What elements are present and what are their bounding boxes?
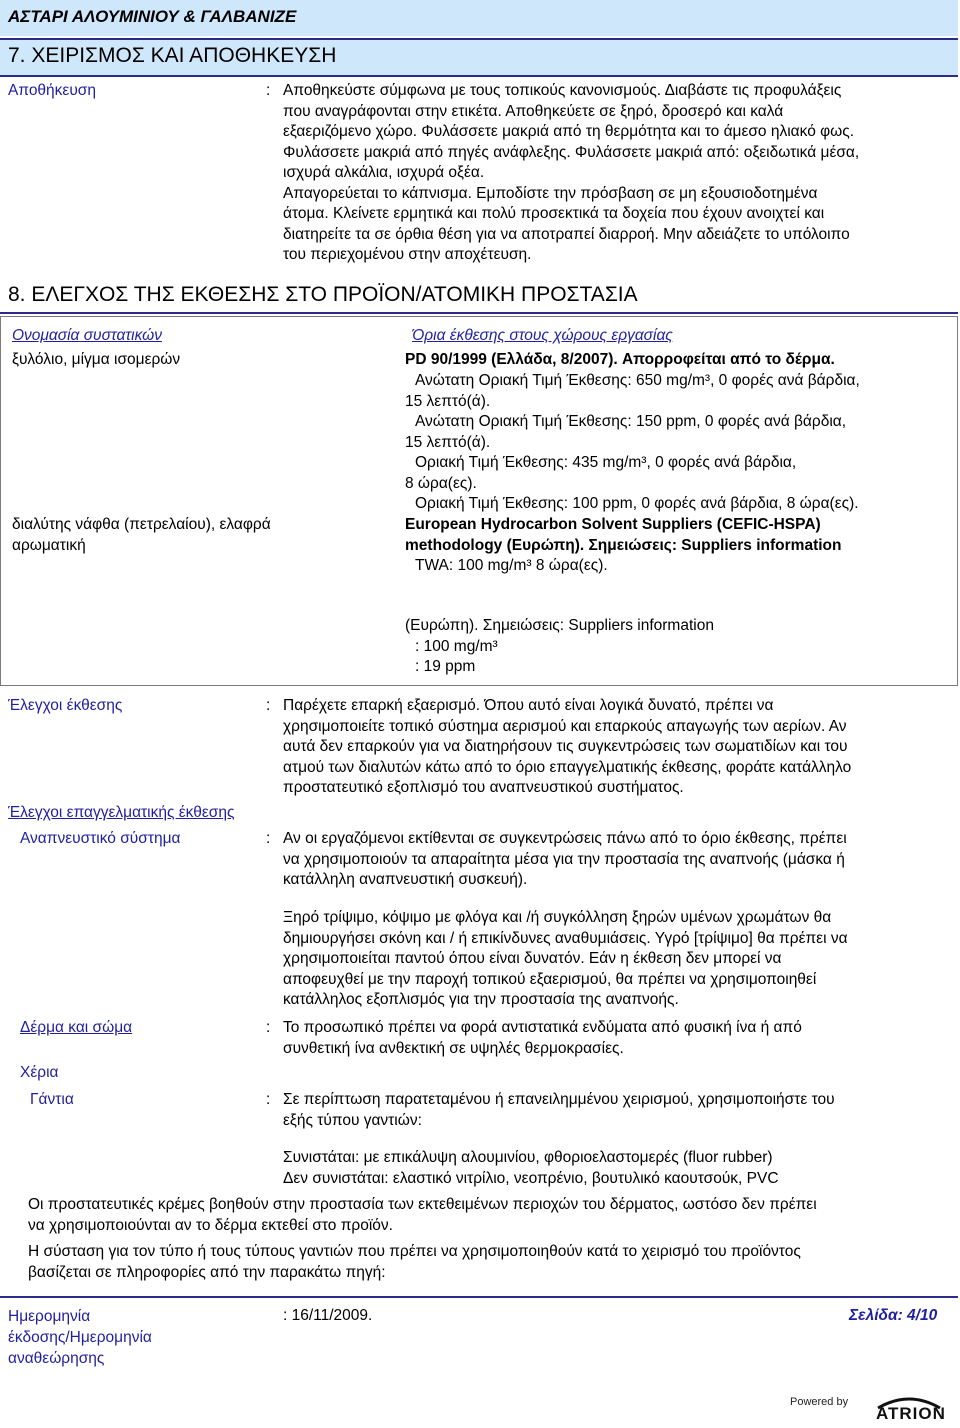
storage-line: που αναγράφονται στην ετικέτα. Αποθηκεύετε σε ξηρό, δροσερό και καλά — [283, 102, 784, 120]
section-8-title: 8. ΕΛΕΓΧΟΣ ΤΗΣ ΕΚΘΕΣΗΣ ΣΤΟ ΠΡΟΪΟΝ/ΑΤΟΜΙΚΗ ΠΡΟΣΤΑΣΙΑ — [8, 283, 638, 306]
text-line: προστατευτικό εξοπλισμό του αναπνευστικού συστήματος. — [283, 779, 684, 796]
storage-line: διατηρείτε τα σε όρθια θέση για να αποτραπεί διαρροή. Μην αδειάζετε το υπόλοιπο — [283, 225, 850, 243]
gloves-not-recommended: Δεν συνιστάται: ελαστικό νιτρίλιο, νεοπρένιο, βουτυλικό καουτσούκ, PVC — [283, 1169, 779, 1187]
exposure-controls-text — [283, 696, 943, 799]
limit-line: Ανώτατη Οριακή Τιμή Έκθεσης: 650 mg/m³, 0 φορές ανά βάρδια, — [415, 372, 860, 389]
text-line: Ξηρό τρίψιμο, κόψιμο με φλόγα και /ή συγκόλληση ξηρών υμένων χρωμάτων θα — [283, 909, 832, 926]
glove-recommendation-paragraph — [28, 1242, 948, 1283]
xylene-limits — [405, 371, 945, 515]
storage-line: του περιεχομένου στην αποχέτευση. — [283, 246, 532, 263]
gloves-recommended: Συνιστάται: με επικάλυψη αλουμινίου, φθοριοελαστομερές (fluor rubber) — [283, 1149, 773, 1166]
text-line: αποφευχθεί με την παροχή τοπικού εξαερισμού, θα πρέπει να χρησιμοποιηθεί — [283, 970, 817, 988]
text-line: εξής τύπου γαντιών: — [283, 1111, 422, 1129]
gloves-text — [283, 1090, 943, 1131]
text-line: δημιουργήσει σκόνη και / ή επικίνδυνες αναθυμιάσεις. Υγρό [τρίψιμο] θα πρέπει να — [283, 929, 848, 947]
ingredient-xylene: ξυλόλιο, μίγμα ισομερών — [12, 351, 181, 368]
text-line: χρησιμοποιείται παντού όπου είναι δυνατόν. Εάν η έκθεση δεν μπορεί να — [283, 950, 782, 967]
storage-line: ισχυρά αλκάλια, ισχυρά οξέα. — [283, 164, 485, 181]
footer-rule — [0, 1296, 958, 1298]
naphtha-source-line: methodology (Ευρώπη). Σημειώσεις: Suppliers information — [405, 536, 842, 554]
text-line: συνθετική ίνα ανθεκτική σε υψηλές θερμοκρασίες. — [283, 1039, 624, 1057]
skin-text — [283, 1018, 943, 1059]
skin-label: Δέρμα και σώμα — [20, 1019, 133, 1036]
gloves-label: Γάντια — [30, 1091, 74, 1108]
exposure-controls-label: Έλεγχοι έκθεσης — [8, 697, 123, 714]
section-8-rule — [0, 312, 958, 314]
limit-line: 15 λεπτό(ά). — [405, 392, 491, 410]
limit-line: 15 λεπτό(ά). — [405, 433, 491, 451]
xylene-source: PD 90/1999 (Ελλάδα, 8/2007). Απορροφείται από το δέρμα. — [405, 351, 835, 368]
limit-line: Οριακή Τιμή Έκθεσης: 100 ppm, 0 φορές ανά βάρδια, 8 ώρα(ες). — [415, 495, 859, 512]
limit-line: Οριακή Τιμή Έκθεσης: 435 mg/m³, 0 φορές ανά βάρδια, — [415, 454, 797, 471]
naphtha-source — [405, 515, 841, 556]
text-line: κατάλληλος εξοπλισμός για την προστασία της αναπνοής. — [283, 991, 679, 1008]
naphtha-extra-line: (Ευρώπη). Σημειώσεις: Suppliers information — [405, 617, 714, 634]
hands-label: Χέρια — [20, 1064, 59, 1081]
footer-date-label — [8, 1306, 228, 1369]
storage-line: εξαεριζόμενο χώρο. Φυλάσσετε μακριά από τη θερμότητα και το άμεσο ηλιακό φως. — [283, 123, 855, 140]
ingredient-naphtha-line: αρωματική — [12, 536, 86, 554]
naphtha-source-line: European Hydrocarbon Solvent Suppliers (CEFIC-HSPA) — [405, 516, 821, 533]
limit-line: Ανώτατη Οριακή Τιμή Έκθεσης: 150 ppm, 0 φορές ανά βάρδια, — [415, 413, 847, 430]
footer-date-value: : 16/11/2009. — [283, 1307, 373, 1324]
text-line: Η σύσταση για τον τύπο ή τους τύπους γαντιών που πρέπει να χρησιμοποιηθούν κατά το χειρισμό του προϊόντος — [28, 1243, 801, 1260]
protective-creams-paragraph — [28, 1195, 948, 1236]
naphtha-twa: TWA: 100 mg/m³ 8 ώρα(ες). — [415, 557, 608, 574]
ingredient-naphtha-line: διαλύτης νάφθα (πετρελαίου), ελαφρά — [12, 516, 271, 533]
text-line: ατμού των διαλυτών κάτω από το όριο επαγγελματικής έκθεσης, φοράτε κατάλληλο — [283, 758, 852, 776]
text-line: να χρησιμοποιούν τα απαραίτητα μέσα για την προστασία της αναπνοής (μάσκα ή — [283, 850, 845, 868]
respiratory-label: Αναπνευστικό σύστημα — [20, 830, 181, 847]
naphtha-extra-line: : 100 mg/m³ — [415, 637, 498, 655]
text-line: Σε περίπτωση παρατεταμένου ή επανειλημμένου χειρισμού, χρησιμοποιήστε του — [283, 1091, 835, 1108]
skin-colon: : — [266, 1019, 271, 1036]
table-header-ingredient: Ονομασία συστατικών — [12, 327, 162, 344]
ingredient-naphtha — [12, 515, 271, 556]
naphtha-extra-line: : 19 ppm — [415, 658, 476, 675]
gloves-materials — [283, 1148, 943, 1189]
storage-line: Φυλάσσετε μακριά από πηγές ανάφλεξης. Φυλάσσετε μακριά από: οξειδωτικά μέσα, — [283, 143, 860, 161]
footer-label-line: έκδοσης/Ημερομηνία — [8, 1329, 152, 1346]
gloves-colon: : — [266, 1091, 271, 1108]
text-line: να χρησιμοποιούνται αν το δέρμα εκτεθεί στο προϊόν. — [28, 1216, 393, 1234]
text-line: χρησιμοποιείτε τοπικό σύστημα αερισμού και επαρκούς απαγωγής των αερίων. Αν — [283, 717, 847, 735]
logo-name: ATRION — [876, 1404, 946, 1423]
respiratory-text — [283, 829, 943, 891]
storage-text — [283, 81, 943, 266]
table-header-limits: Όρια έκθεσης στους χώρους εργασίας — [412, 327, 673, 344]
document-title: ΑΣΤΑΡΙ ΑΛΟΥΜΙΝΙΟΥ & ΓΑΛΒΑΝΙΖΕ — [8, 7, 297, 26]
atrion-logo — [790, 1394, 950, 1426]
storage-colon: : — [266, 82, 271, 99]
occupational-controls-label: Έλεγχοι επαγγελματικής έκθεσης — [8, 804, 235, 821]
limit-line: 8 ώρα(ες). — [405, 474, 477, 492]
text-line: κατάλληλη αναπνευστική συσκευή). — [283, 871, 528, 888]
text-line: Αν οι εργαζόμενοι εκτίθενται σε συγκεντρώσεις πάνω από το όριο έκθεσης, πρέπει — [283, 830, 847, 847]
text-line: Το προσωπικό πρέπει να φορά αντιστατικά ενδύματα από φυσική ίνα ή από — [283, 1019, 802, 1036]
storage-line: Αποθηκεύστε σύμφωνα με τους τοπικούς κανονισμούς. Διαβάστε τις προφυλάξεις — [283, 82, 842, 99]
footer-label-line: αναθεώρησης — [8, 1350, 105, 1367]
exposure-controls-colon: : — [266, 697, 271, 714]
text-line: αυτά δεν επαρκούν για να διατηρήσουν τις συγκεντρώσεις των σωματιδίων και του — [283, 738, 848, 755]
footer-label-line: Ημερομηνία — [8, 1308, 91, 1325]
text-line: Παρέχετε επαρκή εξαερισμό. Όπου αυτό είναι λογικά δυνατό, πρέπει να — [283, 697, 774, 714]
page-number: Σελίδα: 4/10 — [849, 1307, 938, 1324]
text-line: Οι προστατευτικές κρέμες βοηθούν στην προστασία των εκτεθειμένων περιοχών του δέρματος, ωστόσο δεν πρέπει — [28, 1196, 817, 1213]
naphtha-extra — [405, 616, 714, 678]
storage-line: Απαγορεύεται το κάπνισμα. Εμποδίστε την πρόσβαση σε μη εξουσιοδοτημένα — [283, 184, 818, 202]
logo-powered-text: Powered by — [790, 1396, 849, 1408]
storage-label: Αποθήκευση — [8, 82, 96, 99]
section-7-title: 7. ΧΕΙΡΙΣΜΟΣ ΚΑΙ ΑΠΟΘΗΚΕΥΣΗ — [8, 44, 337, 67]
respiratory-colon: : — [266, 830, 271, 847]
storage-line: άτομα. Κλείνετε ερμητικά και πολύ προσεκτικά τα δοχεία που έχουν ανοιχτεί και — [283, 205, 825, 222]
text-line: βασίζεται σε πληροφορίες από την παρακάτω πηγή: — [28, 1263, 386, 1281]
respiratory-extra-text — [283, 908, 943, 1011]
